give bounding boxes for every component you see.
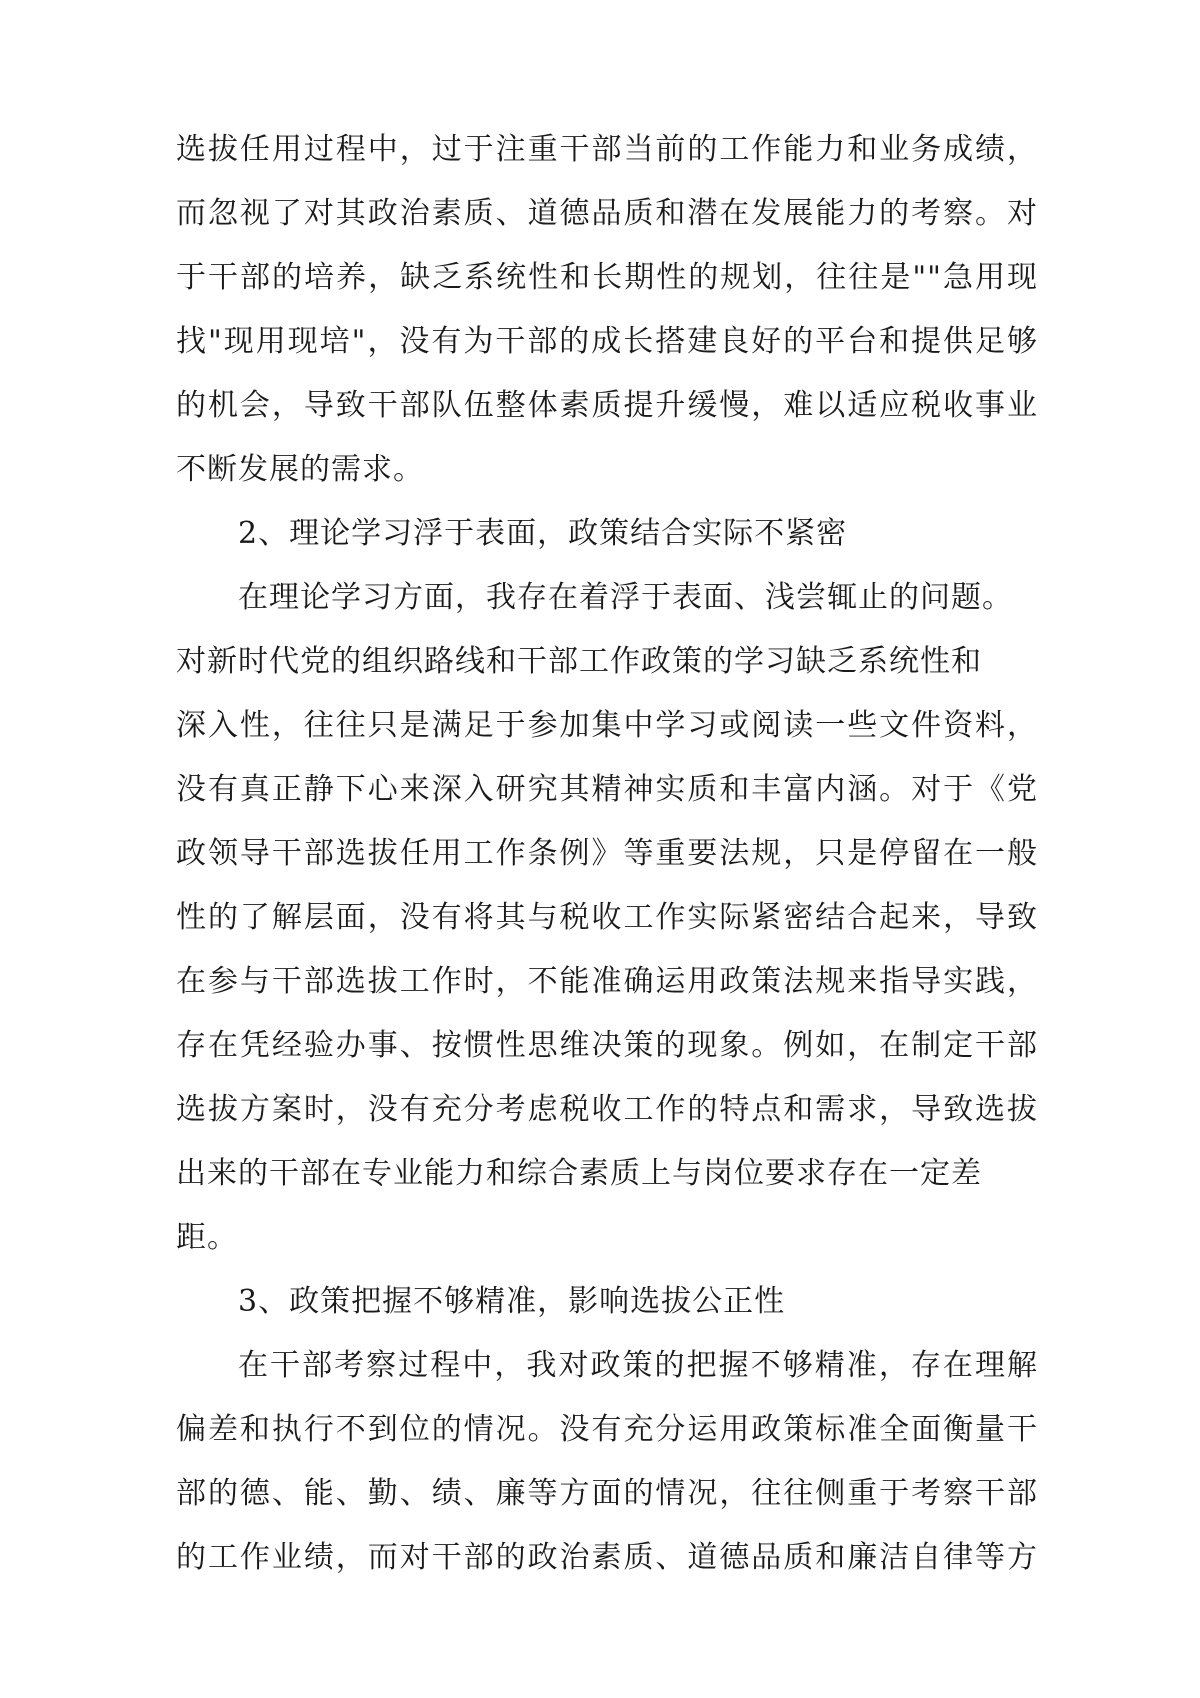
body-line: 出来的干部在专业能力和综合素质上与岗位要求存在一定差 xyxy=(176,1156,982,1191)
body-line: 性的了解层面，没有将其与税收工作实际紧密结合起来，导致 xyxy=(176,900,1038,935)
body-line: 在干部考察过程中，我对政策的把握不够精准，存在理解 xyxy=(238,1348,1038,1383)
body-line: 选拔任用过程中，过于注重干部当前的工作能力和业务成绩， xyxy=(176,132,1038,167)
body-line: 于干部的培养，缺乏系统性和长期性的规划，往往是""急用现 xyxy=(176,260,1038,295)
body-line: 的工作业绩，而对干部的政治素质、道德品质和廉洁自律等方 xyxy=(176,1540,1038,1575)
body-line: 对新时代党的组织路线和干部工作政策的学习缺乏系统性和 xyxy=(176,644,982,679)
body-line: 不断发展的需求。 xyxy=(176,452,424,487)
document-body xyxy=(176,118,1038,1590)
body-line: 找"现用现培"，没有为干部的成长搭建良好的平台和提供足够 xyxy=(176,324,1038,359)
body-line: 偏差和执行不到位的情况。没有充分运用政策标准全面衡量干 xyxy=(176,1412,1038,1447)
body-line: 的机会，导致干部队伍整体素质提升缓慢，难以适应税收事业 xyxy=(176,388,1038,423)
section-heading: 3、政策把握不够精准，影响选拔公正性 xyxy=(238,1284,786,1319)
body-line: 在理论学习方面，我存在着浮于表面、浅尝辄止的问题。 xyxy=(238,580,1013,615)
section-heading: 2、理论学习浮于表面，政策结合实际不紧密 xyxy=(238,516,848,551)
body-line: 存在凭经验办事、按惯性思维决策的现象。例如，在制定干部 xyxy=(176,1028,1038,1063)
body-line: 选拔方案时，没有充分考虑税收工作的特点和需求，导致选拔 xyxy=(176,1092,1038,1127)
body-line: 政领导干部选拔任用工作条例》等重要法规，只是停留在一般 xyxy=(176,836,1038,871)
body-line: 在参与干部选拔工作时，不能准确运用政策法规来指导实践， xyxy=(176,964,1038,999)
body-line: 部的德、能、勤、绩、廉等方面的情况，往往侧重于考察干部 xyxy=(176,1476,1038,1511)
body-line: 而忽视了对其政治素质、道德品质和潜在发展能力的考察。对 xyxy=(176,196,1038,231)
body-line: 没有真正静下心来深入研究其精神实质和丰富内涵。对于《党 xyxy=(176,772,1038,807)
body-line: 深入性，往往只是满足于参加集中学习或阅读一些文件资料， xyxy=(176,708,1038,743)
body-line: 距。 xyxy=(176,1220,238,1255)
